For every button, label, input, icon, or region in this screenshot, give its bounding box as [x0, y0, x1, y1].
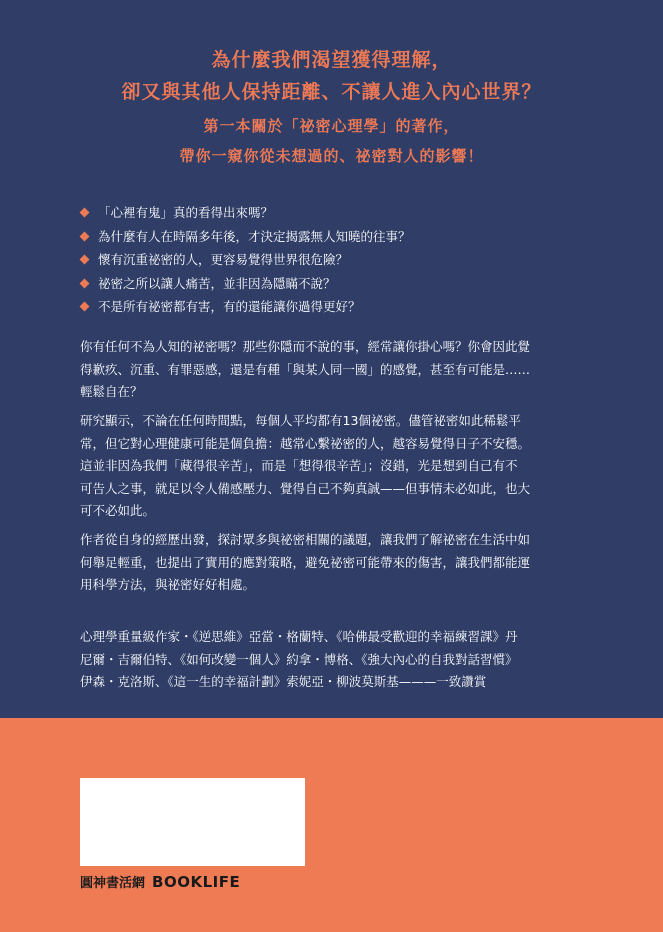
list-item: 懷有沉重祕密的人，更容易覺得世界很危險？ [80, 248, 600, 272]
paragraph-endorsements: 心理學重量級作家・《逆思維》亞當・格蘭特、《哈佛最受歡迎的幸福練習課》丹 尼爾・吉爾伯特、《如何改變一個人》約拿・博格、《強大內心的自我對話習慣》 伊森・克洛斯、《這一生的幸福計劃》索妮亞・柳波莫斯基———一致讚賞 [80, 629, 518, 689]
question-list [80, 201, 600, 319]
list-item: 不是所有祕密都有害，有的還能讓你過得更好？ [80, 295, 600, 319]
diamond-bullet-icon [80, 231, 90, 241]
publisher-logo [80, 872, 240, 894]
headline-line-1: 為什麼我們渴望獲得理解， [211, 49, 452, 71]
diamond-bullet-icon [80, 278, 90, 288]
subheadline-line-2: 帶你一窺你從未想過的、祕密對人的影響！ [179, 147, 484, 165]
subheadline-line-1: 第一本關於「祕密心理學」的著作， [203, 117, 460, 135]
diamond-bullet-icon [80, 302, 90, 312]
list-item: 為什麼有人在時隔多年後，才決定揭露無人知曉的往事？ [80, 225, 600, 249]
headline-line-2: 卻又與其他人保持距離、不讓人進入內心世界？ [121, 81, 542, 103]
list-item: 祕密之所以讓人痛苦，並非因為隱瞞不說？ [80, 272, 600, 296]
publisher-name-cn: 圓神書活網 [80, 876, 146, 891]
diamond-bullet-icon [80, 255, 90, 265]
paragraph-author: 作者從自身的經歷出發，探討眾多與祕密相關的議題，讓我們了解祕密在生活中如 何舉足輕重，也提出了實用的應對策略，避免祕密可能帶來的傷害，讓我們都能運 用科學方法，與祕密好好相處。 [80, 532, 531, 592]
paragraph-intro: 你有任何不為人知的祕密嗎？那些你隱而不說的事，經常讓你掛心嗎？你會因此覺 得歉疚、沉重、有罪惡感，還是有種「與某人同一國」的感覺，甚至有可能是…… 輕鬆自在？ [80, 339, 531, 399]
diamond-bullet-icon [80, 208, 90, 218]
paragraph-research: 研究顯示，不論在任何時間點，每個人平均都有13個祕密。儘管祕密如此稀鬆平 常，但它對心理健康可能是個負擔：越常心繫祕密的人，越容易覺得日子不安穩。 這並非因為我們「藏得很辛苦」，而是「想得很辛苦」；沒錯，光是想到自己有不 可告人之事，就足以令人備感壓力、覺得自己不夠真誠——但事情未必如此，也大 可不必如此。 [80, 413, 531, 518]
publisher-name-en: BOOKLIFE [152, 873, 241, 891]
list-item: 「心裡有鬼」真的看得出來嗎？ [80, 201, 600, 225]
barcode-area [80, 778, 305, 866]
